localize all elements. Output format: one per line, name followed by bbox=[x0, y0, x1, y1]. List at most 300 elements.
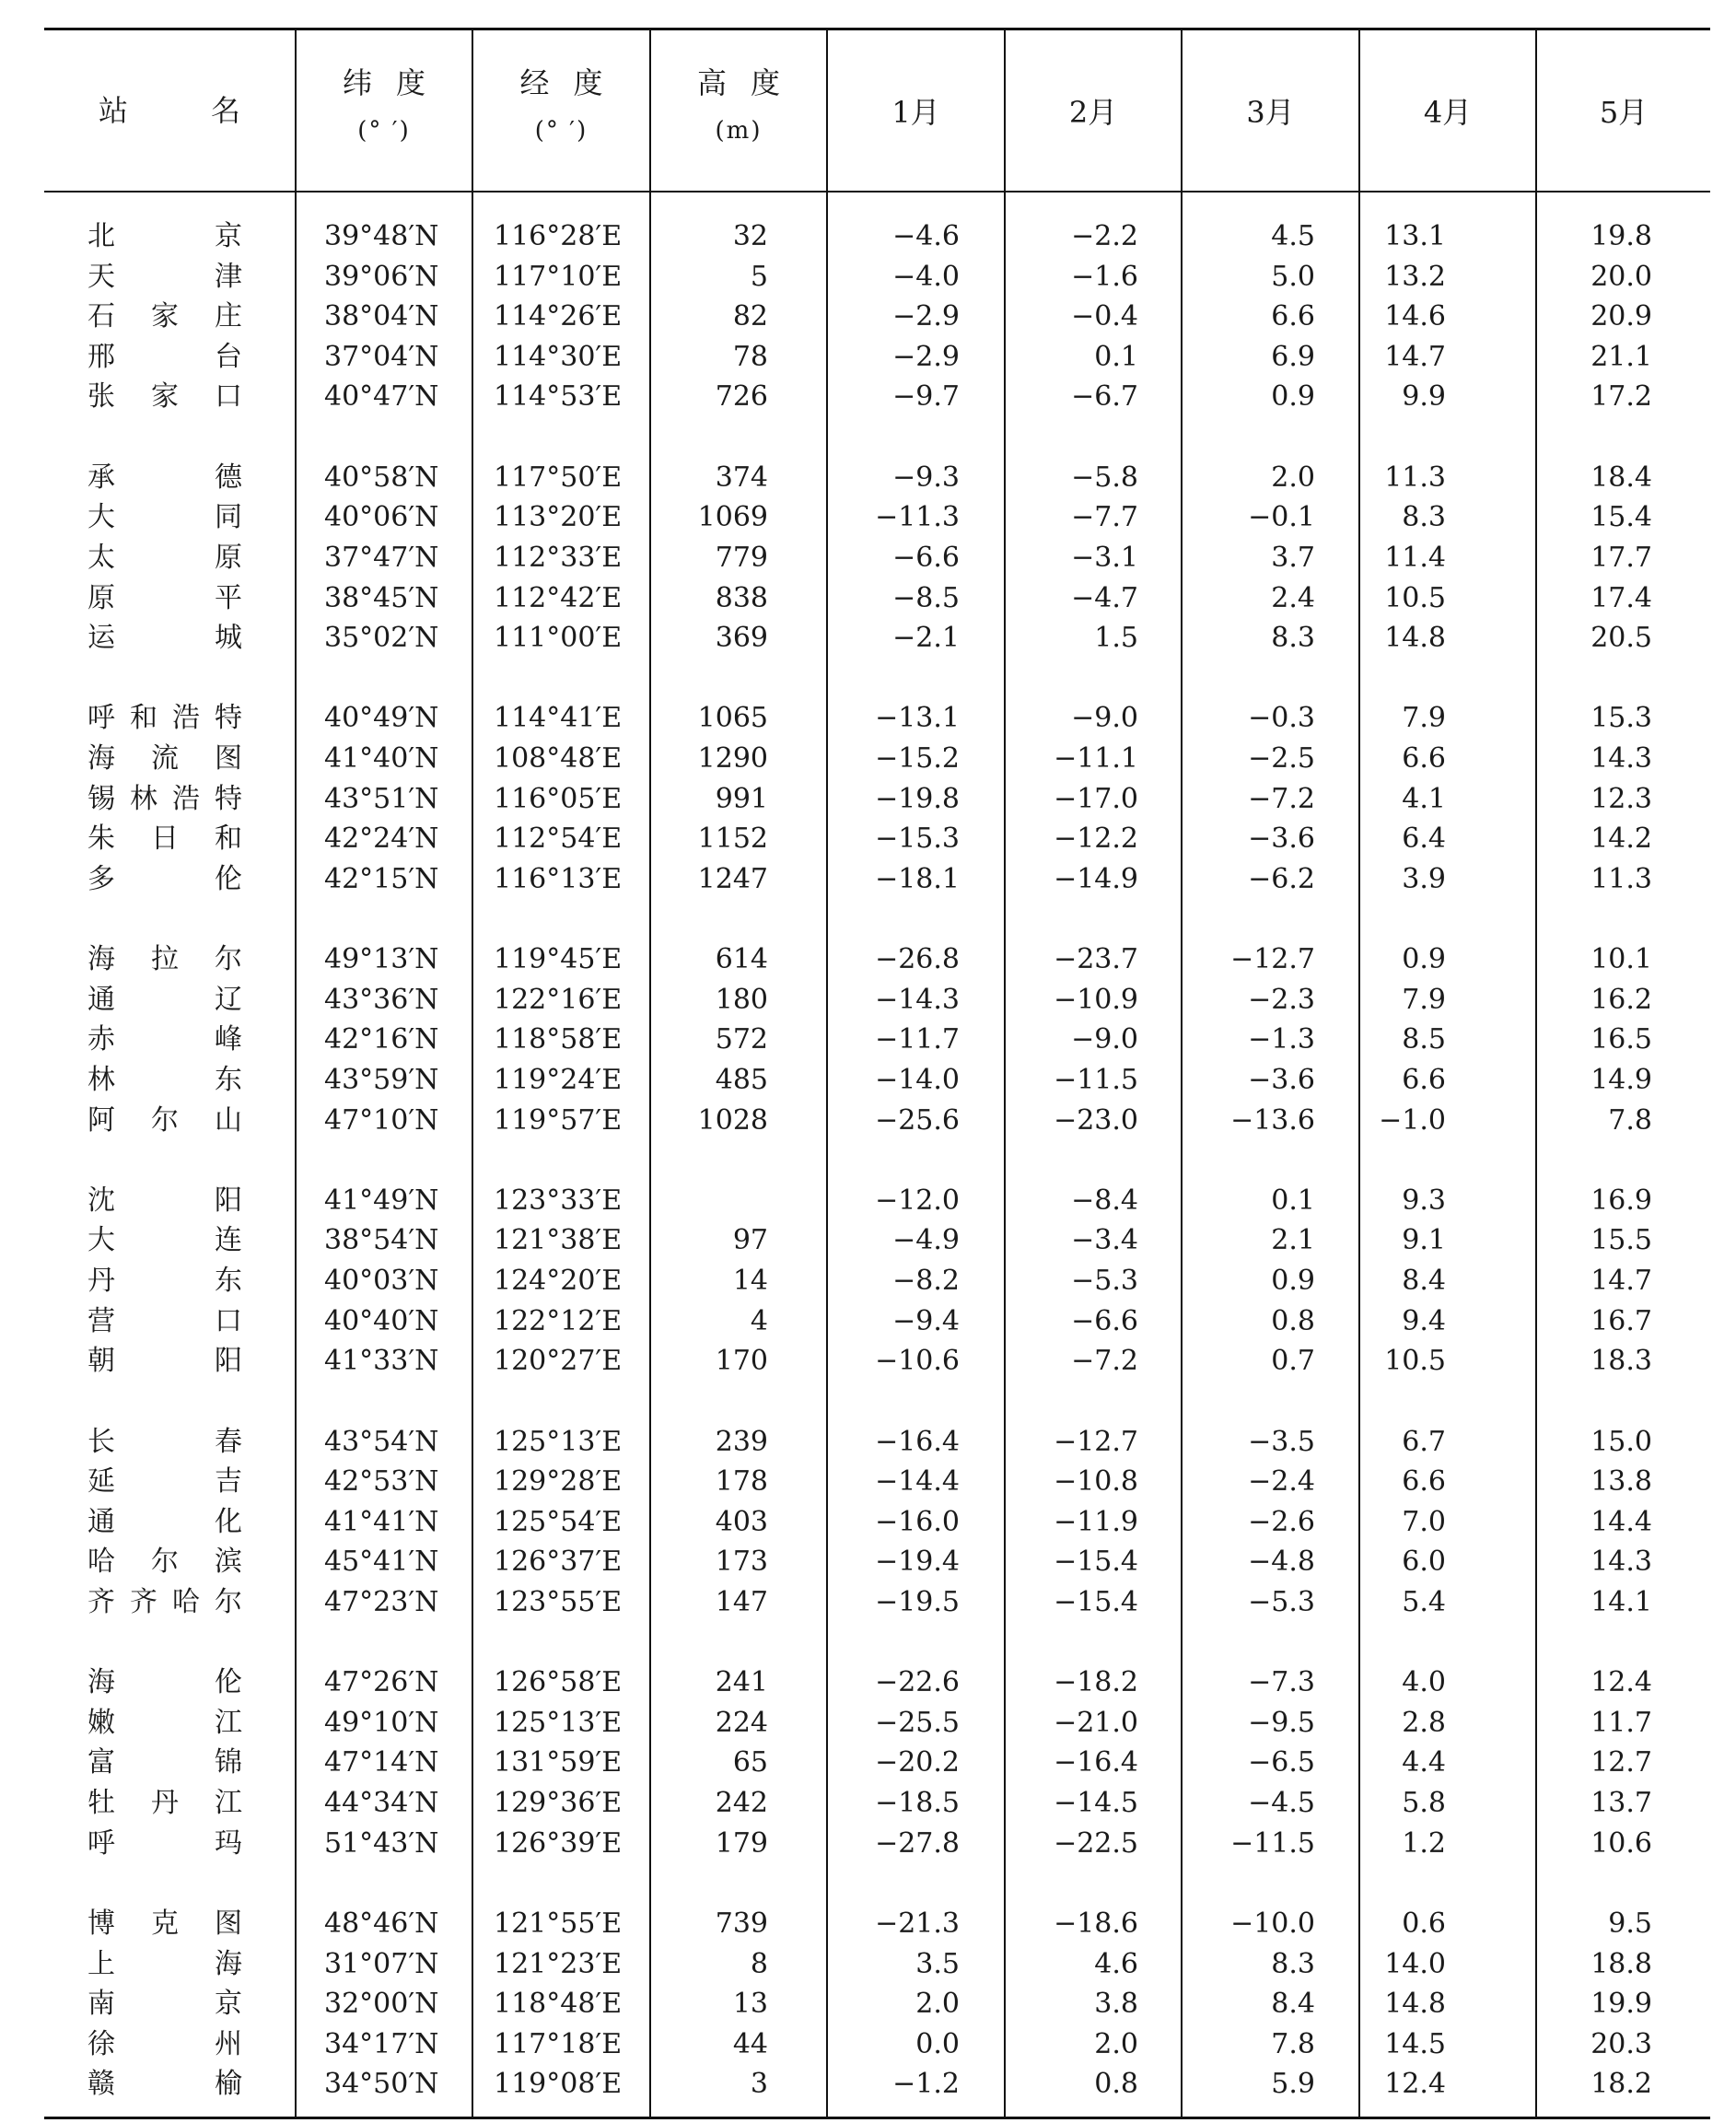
altitude: 991 bbox=[715, 782, 768, 815]
station-name-char: 通 bbox=[87, 1505, 115, 1538]
jan-temp: −9.3 bbox=[892, 461, 960, 494]
feb-temp: −2.2 bbox=[1071, 220, 1138, 252]
longitude: 118°48′E bbox=[494, 1988, 623, 2021]
station-name-char: 江 bbox=[215, 1787, 242, 1819]
longitude: 122°16′E bbox=[494, 983, 623, 1016]
station-name bbox=[87, 1220, 242, 1261]
longitude: 113°20′E bbox=[494, 501, 623, 534]
feb-temp: −11.9 bbox=[1054, 1505, 1138, 1538]
longitude: 119°57′E bbox=[494, 1103, 623, 1137]
may-temp: 16.2 bbox=[1590, 983, 1652, 1016]
station-name-char: 特 bbox=[215, 702, 242, 735]
jan-temp: −4.0 bbox=[892, 260, 960, 293]
mar-temp: 6.6 bbox=[1271, 300, 1315, 333]
longitude: 114°53′E bbox=[494, 380, 623, 414]
mar-temp: 8.3 bbox=[1271, 622, 1315, 655]
station-name-char: 流 bbox=[151, 742, 179, 775]
table-row bbox=[0, 1824, 1736, 1864]
longitude: 112°54′E bbox=[494, 822, 623, 856]
latitude: 49°10′N bbox=[324, 1706, 439, 1739]
station-name bbox=[87, 337, 242, 378]
station-name-char: 朱 bbox=[87, 822, 115, 856]
may-temp: 11.7 bbox=[1590, 1706, 1652, 1739]
station-name-char: 张 bbox=[87, 380, 115, 414]
longitude: 112°42′E bbox=[494, 581, 623, 614]
longitude: 123°33′E bbox=[494, 1184, 623, 1217]
table-row bbox=[0, 1703, 1736, 1744]
may-temp: 14.1 bbox=[1590, 1585, 1652, 1618]
latitude: 47°14′N bbox=[324, 1746, 439, 1779]
feb-temp: −15.4 bbox=[1054, 1585, 1138, 1618]
station-name-char: 庄 bbox=[215, 300, 242, 333]
station-name bbox=[87, 2064, 242, 2105]
feb-temp: −4.7 bbox=[1071, 581, 1138, 614]
station-name-char: 滨 bbox=[215, 1546, 242, 1579]
table-row bbox=[0, 1101, 1736, 1141]
feb-temp: −22.5 bbox=[1054, 1826, 1138, 1860]
feb-temp: −21.0 bbox=[1054, 1706, 1138, 1739]
mar-temp: −2.5 bbox=[1248, 742, 1315, 775]
mar-temp: −7.2 bbox=[1248, 782, 1315, 815]
may-temp: 19.9 bbox=[1590, 1988, 1652, 2021]
apr-temp: 0.9 bbox=[1402, 943, 1446, 976]
station-name bbox=[87, 1261, 242, 1301]
station-name-char: 平 bbox=[215, 581, 242, 614]
station-name-char: 同 bbox=[215, 501, 242, 534]
latitude: 51°43′N bbox=[324, 1826, 439, 1860]
may-temp: 19.8 bbox=[1590, 220, 1652, 252]
station-name-char: 伦 bbox=[215, 1666, 242, 1699]
station-name-char: 长 bbox=[87, 1425, 115, 1458]
station-name-char: 林 bbox=[130, 782, 157, 815]
may-temp: 14.3 bbox=[1590, 1546, 1652, 1579]
latitude: 41°33′N bbox=[324, 1345, 439, 1378]
may-temp: 16.7 bbox=[1590, 1304, 1652, 1337]
apr-temp: 7.9 bbox=[1402, 983, 1446, 1016]
station-name-char: 德 bbox=[215, 461, 242, 494]
jan-temp: −11.7 bbox=[875, 1023, 960, 1056]
jan-temp: −8.5 bbox=[892, 581, 960, 614]
may-temp: 18.2 bbox=[1590, 2068, 1652, 2101]
mar-temp: 2.0 bbox=[1271, 461, 1315, 494]
table-row bbox=[0, 980, 1736, 1021]
feb-temp: 3.8 bbox=[1094, 1988, 1138, 2021]
latitude: 42°15′N bbox=[324, 862, 439, 895]
header-latitude bbox=[297, 30, 472, 191]
altitude: 224 bbox=[715, 1706, 768, 1739]
longitude: 123°55′E bbox=[494, 1585, 623, 1618]
apr-temp: 4.1 bbox=[1402, 782, 1446, 815]
mar-temp: −2.6 bbox=[1248, 1505, 1315, 1538]
jan-temp: 3.5 bbox=[915, 1947, 960, 1980]
jan-temp: −27.8 bbox=[875, 1826, 960, 1860]
apr-temp: 6.0 bbox=[1402, 1546, 1446, 1579]
altitude: 1247 bbox=[697, 862, 768, 895]
apr-temp: 13.2 bbox=[1384, 260, 1446, 293]
altitude: 242 bbox=[715, 1787, 768, 1819]
apr-temp: 12.4 bbox=[1384, 2068, 1446, 2101]
mar-temp: −3.6 bbox=[1248, 822, 1315, 856]
longitude: 122°12′E bbox=[494, 1304, 623, 1337]
station-name bbox=[87, 297, 242, 337]
station-name-char: 州 bbox=[215, 2027, 242, 2060]
altitude: 44 bbox=[732, 2027, 768, 2060]
mar-temp: −0.1 bbox=[1248, 501, 1315, 534]
jan-temp: −12.0 bbox=[875, 1184, 960, 1217]
table-row bbox=[0, 939, 1736, 980]
feb-temp: −5.8 bbox=[1071, 461, 1138, 494]
mar-temp: 6.9 bbox=[1271, 340, 1315, 373]
latitude: 34°17′N bbox=[324, 2027, 439, 2060]
may-temp: 17.2 bbox=[1590, 380, 1652, 414]
station-name-char: 阿 bbox=[87, 1103, 115, 1137]
table-row bbox=[0, 578, 1736, 619]
table-row bbox=[0, 1904, 1736, 1944]
jan-temp: −13.1 bbox=[875, 702, 960, 735]
latitude: 47°26′N bbox=[324, 1666, 439, 1699]
altitude bbox=[654, 1181, 768, 1221]
station-name bbox=[87, 578, 242, 619]
table-row bbox=[0, 1502, 1736, 1543]
header-longitude-label: 经度 bbox=[519, 65, 627, 100]
altitude: 65 bbox=[732, 1746, 768, 1779]
longitude: 129°36′E bbox=[494, 1787, 623, 1819]
mar-temp: 0.9 bbox=[1271, 1265, 1315, 1297]
may-temp: 9.5 bbox=[1608, 1907, 1652, 1940]
feb-temp: −6.6 bbox=[1071, 1304, 1138, 1337]
station-name-char: 口 bbox=[215, 380, 242, 414]
jan-temp: −25.6 bbox=[875, 1103, 960, 1137]
jan-temp: −15.2 bbox=[875, 742, 960, 775]
station-name-char: 原 bbox=[215, 541, 242, 574]
latitude: 41°41′N bbox=[324, 1505, 439, 1538]
latitude: 41°40′N bbox=[324, 742, 439, 775]
station-name bbox=[87, 1662, 242, 1703]
apr-temp: 10.5 bbox=[1384, 581, 1446, 614]
station-name-char: 口 bbox=[215, 1304, 242, 1337]
latitude: 39°06′N bbox=[324, 260, 439, 293]
mar-temp: −13.6 bbox=[1230, 1103, 1315, 1137]
altitude: 180 bbox=[715, 983, 768, 1016]
longitude: 121°23′E bbox=[494, 1947, 623, 1980]
altitude: 239 bbox=[715, 1425, 768, 1458]
longitude: 120°27′E bbox=[494, 1345, 623, 1378]
station-name bbox=[87, 1301, 242, 1342]
apr-temp: 7.9 bbox=[1402, 702, 1446, 735]
station-name-char: 锦 bbox=[215, 1746, 242, 1779]
station-name bbox=[87, 2024, 242, 2065]
station-name-char: 连 bbox=[215, 1224, 242, 1257]
table-row bbox=[0, 1582, 1736, 1623]
mar-temp: −6.2 bbox=[1248, 862, 1315, 895]
feb-temp: 0.8 bbox=[1094, 2068, 1138, 2101]
header-altitude-unit: (m) bbox=[715, 117, 763, 145]
apr-temp: 14.8 bbox=[1384, 622, 1446, 655]
latitude: 42°24′N bbox=[324, 822, 439, 856]
table-row bbox=[0, 618, 1736, 659]
station-name-char: 伦 bbox=[215, 862, 242, 895]
jan-temp: −8.2 bbox=[892, 1265, 960, 1297]
station-name-char: 博 bbox=[87, 1907, 115, 1940]
latitude: 43°54′N bbox=[324, 1425, 439, 1458]
jan-temp: −4.9 bbox=[892, 1224, 960, 1257]
apr-temp: 9.4 bbox=[1402, 1304, 1446, 1337]
station-name-char: 呼 bbox=[87, 1826, 115, 1860]
station-name-char: 阳 bbox=[215, 1184, 242, 1217]
latitude: 40°40′N bbox=[324, 1304, 439, 1337]
header-month-label: 4月 bbox=[1423, 95, 1473, 130]
apr-temp: 10.5 bbox=[1384, 1345, 1446, 1378]
altitude: 779 bbox=[715, 541, 768, 574]
altitude: 179 bbox=[715, 1826, 768, 1860]
station-name-char: 锡 bbox=[87, 782, 115, 815]
table-row bbox=[0, 2024, 1736, 2065]
mar-temp: −4.8 bbox=[1248, 1546, 1315, 1579]
jan-temp: −9.7 bbox=[892, 380, 960, 414]
may-temp: 14.3 bbox=[1590, 742, 1652, 775]
header-latitude-label: 纬度 bbox=[342, 65, 449, 100]
feb-temp: −15.4 bbox=[1054, 1546, 1138, 1579]
longitude: 119°24′E bbox=[494, 1063, 623, 1096]
apr-temp: 9.3 bbox=[1402, 1184, 1446, 1217]
station-name bbox=[87, 779, 242, 820]
mar-temp: 5.0 bbox=[1271, 260, 1315, 293]
feb-temp: −3.1 bbox=[1071, 541, 1138, 574]
station-name-char: 克 bbox=[151, 1907, 179, 1940]
station-name bbox=[87, 257, 242, 297]
latitude: 47°23′N bbox=[324, 1585, 439, 1618]
station-name bbox=[87, 1824, 242, 1864]
altitude: 178 bbox=[715, 1465, 768, 1499]
altitude: 5 bbox=[750, 260, 768, 293]
station-name-char: 沈 bbox=[87, 1184, 115, 1217]
station-name-char: 原 bbox=[87, 581, 115, 614]
longitude: 121°55′E bbox=[494, 1907, 623, 1940]
longitude: 116°05′E bbox=[494, 782, 623, 815]
station-name bbox=[87, 1783, 242, 1824]
apr-temp: 14.7 bbox=[1384, 340, 1446, 373]
station-name-char: 承 bbox=[87, 461, 115, 494]
station-name-char: 齐 bbox=[87, 1585, 115, 1618]
feb-temp: −23.7 bbox=[1054, 943, 1138, 976]
table-row bbox=[0, 1783, 1736, 1824]
altitude: 78 bbox=[732, 340, 768, 373]
station-name-char: 朝 bbox=[87, 1345, 115, 1378]
jan-temp: 2.0 bbox=[915, 1988, 960, 2021]
table-row bbox=[0, 377, 1736, 417]
apr-temp: 2.8 bbox=[1402, 1706, 1446, 1739]
station-name-char: 图 bbox=[215, 742, 242, 775]
station-name bbox=[87, 497, 242, 538]
latitude: 45°41′N bbox=[324, 1546, 439, 1579]
jan-temp: 0.0 bbox=[915, 2027, 960, 2060]
station-name-char: 大 bbox=[87, 1224, 115, 1257]
mar-temp: 7.8 bbox=[1271, 2027, 1315, 2060]
mar-temp: −12.7 bbox=[1230, 943, 1315, 976]
feb-temp: 0.1 bbox=[1094, 340, 1138, 373]
station-name-char: 海 bbox=[87, 1666, 115, 1699]
altitude: 739 bbox=[715, 1907, 768, 1940]
jan-temp: −19.8 bbox=[875, 782, 960, 815]
apr-temp: 4.0 bbox=[1402, 1666, 1446, 1699]
feb-temp: −9.0 bbox=[1071, 1023, 1138, 1056]
latitude: 48°46′N bbox=[324, 1907, 439, 1940]
apr-temp: 6.4 bbox=[1402, 822, 1446, 856]
station-name-char: 江 bbox=[215, 1706, 242, 1739]
may-temp: 16.9 bbox=[1590, 1184, 1652, 1217]
apr-temp: 9.1 bbox=[1402, 1224, 1446, 1257]
header-longitude-unit: (° ′) bbox=[534, 117, 588, 145]
station-name-char: 太 bbox=[87, 541, 115, 574]
station-name bbox=[87, 739, 242, 779]
station-name-char: 日 bbox=[151, 822, 179, 856]
altitude: 572 bbox=[715, 1023, 768, 1056]
altitude: 14 bbox=[732, 1265, 768, 1297]
table-row bbox=[0, 1743, 1736, 1783]
may-temp: 15.4 bbox=[1590, 501, 1652, 534]
station-name-char: 津 bbox=[215, 260, 242, 293]
station-name-char: 吉 bbox=[215, 1465, 242, 1499]
feb-temp: −0.4 bbox=[1071, 300, 1138, 333]
longitude: 114°30′E bbox=[494, 340, 623, 373]
may-temp: 15.5 bbox=[1590, 1224, 1652, 1257]
apr-temp: 14.0 bbox=[1384, 1947, 1446, 1980]
station-name-char: 尔 bbox=[151, 1103, 179, 1137]
station-name-char: 林 bbox=[87, 1063, 115, 1096]
altitude: 4 bbox=[750, 1304, 768, 1337]
apr-temp: 11.4 bbox=[1384, 541, 1446, 574]
longitude: 121°38′E bbox=[494, 1224, 623, 1257]
station-name bbox=[87, 1944, 242, 1985]
may-temp: 20.3 bbox=[1590, 2027, 1652, 2060]
station-name-char: 赤 bbox=[87, 1023, 115, 1056]
station-name-char: 哈 bbox=[172, 1585, 200, 1618]
altitude: 147 bbox=[715, 1585, 768, 1618]
feb-temp: −8.4 bbox=[1071, 1184, 1138, 1217]
header-altitude bbox=[651, 30, 826, 191]
station-name bbox=[87, 939, 242, 980]
may-temp: 10.6 bbox=[1590, 1826, 1652, 1860]
table-row bbox=[0, 1060, 1736, 1101]
mar-temp: 2.1 bbox=[1271, 1224, 1315, 1257]
apr-temp: 7.0 bbox=[1402, 1505, 1446, 1538]
longitude: 116°28′E bbox=[494, 220, 623, 252]
jan-temp: −22.6 bbox=[875, 1666, 960, 1699]
jan-temp: −16.0 bbox=[875, 1505, 960, 1538]
station-name-char: 图 bbox=[215, 1907, 242, 1940]
apr-temp: 6.6 bbox=[1402, 1465, 1446, 1499]
jan-temp: −16.4 bbox=[875, 1425, 960, 1458]
jan-temp: −4.6 bbox=[892, 220, 960, 252]
table-row bbox=[0, 1301, 1736, 1342]
feb-temp: −7.2 bbox=[1071, 1345, 1138, 1378]
station-name-char: 和 bbox=[215, 822, 242, 856]
feb-temp: 2.0 bbox=[1094, 2027, 1138, 2060]
feb-temp: −18.2 bbox=[1054, 1666, 1138, 1699]
latitude: 34°50′N bbox=[324, 2068, 439, 2101]
table-row bbox=[0, 1984, 1736, 2024]
apr-temp: 11.3 bbox=[1384, 461, 1446, 494]
station-name-char: 峰 bbox=[215, 1023, 242, 1056]
jan-temp: −18.5 bbox=[875, 1787, 960, 1819]
may-temp: 21.1 bbox=[1590, 340, 1652, 373]
apr-temp: 14.6 bbox=[1384, 300, 1446, 333]
may-temp: 11.3 bbox=[1590, 862, 1652, 895]
altitude: 32 bbox=[732, 220, 768, 252]
apr-temp: 9.9 bbox=[1402, 380, 1446, 414]
station-name bbox=[87, 618, 242, 659]
apr-temp: −1.0 bbox=[1379, 1103, 1446, 1137]
altitude: 8 bbox=[750, 1947, 768, 1980]
table-row bbox=[0, 216, 1736, 257]
jan-temp: −25.5 bbox=[875, 1706, 960, 1739]
table-row bbox=[0, 1662, 1736, 1703]
latitude: 31°07′N bbox=[324, 1947, 439, 1980]
latitude: 47°10′N bbox=[324, 1103, 439, 1137]
latitude: 40°58′N bbox=[324, 461, 439, 494]
station-name-char: 化 bbox=[215, 1505, 242, 1538]
table-row bbox=[0, 497, 1736, 538]
mar-temp: 5.9 bbox=[1271, 2068, 1315, 2101]
station-name-char: 天 bbox=[87, 260, 115, 293]
header-month-label: 2月 bbox=[1068, 95, 1118, 130]
station-name-char: 东 bbox=[215, 1063, 242, 1096]
latitude: 43°59′N bbox=[324, 1063, 439, 1096]
table-row bbox=[0, 739, 1736, 779]
apr-temp: 6.6 bbox=[1402, 742, 1446, 775]
latitude: 38°54′N bbox=[324, 1224, 439, 1257]
may-temp: 15.3 bbox=[1590, 702, 1652, 735]
longitude: 131°59′E bbox=[494, 1746, 623, 1779]
station-name bbox=[87, 1984, 242, 2024]
jan-temp: −19.5 bbox=[875, 1585, 960, 1618]
table-row bbox=[0, 698, 1736, 739]
may-temp: 12.7 bbox=[1590, 1746, 1652, 1779]
feb-temp: −7.7 bbox=[1071, 501, 1138, 534]
altitude: 1069 bbox=[697, 501, 768, 534]
feb-temp: −1.6 bbox=[1071, 260, 1138, 293]
station-name-char: 榆 bbox=[215, 2068, 242, 2101]
altitude: 374 bbox=[715, 461, 768, 494]
station-name-char: 尔 bbox=[215, 943, 242, 976]
feb-temp: −3.4 bbox=[1071, 1224, 1138, 1257]
latitude: 38°04′N bbox=[324, 300, 439, 333]
apr-temp: 3.9 bbox=[1402, 862, 1446, 895]
mar-temp: −11.5 bbox=[1230, 1826, 1315, 1860]
apr-temp: 13.1 bbox=[1384, 220, 1446, 252]
station-name-char: 京 bbox=[215, 220, 242, 252]
station-name-char: 城 bbox=[215, 622, 242, 655]
station-name-char: 多 bbox=[87, 862, 115, 895]
latitude: 42°53′N bbox=[324, 1465, 439, 1499]
may-temp: 13.8 bbox=[1590, 1465, 1652, 1499]
table-row bbox=[0, 1422, 1736, 1463]
longitude: 117°50′E bbox=[494, 461, 623, 494]
station-name bbox=[87, 1582, 242, 1623]
longitude: 114°41′E bbox=[494, 702, 623, 735]
may-temp: 10.1 bbox=[1590, 943, 1652, 976]
station-name-char: 和 bbox=[130, 702, 157, 735]
mar-temp: −2.4 bbox=[1248, 1465, 1315, 1499]
latitude: 37°47′N bbox=[324, 541, 439, 574]
jan-temp: −2.9 bbox=[892, 300, 960, 333]
apr-temp: 0.6 bbox=[1402, 1907, 1446, 1940]
mar-temp: −7.3 bbox=[1248, 1666, 1315, 1699]
station-name bbox=[87, 458, 242, 498]
apr-temp: 8.5 bbox=[1402, 1023, 1446, 1056]
feb-temp: −14.5 bbox=[1054, 1787, 1138, 1819]
station-name bbox=[87, 538, 242, 578]
